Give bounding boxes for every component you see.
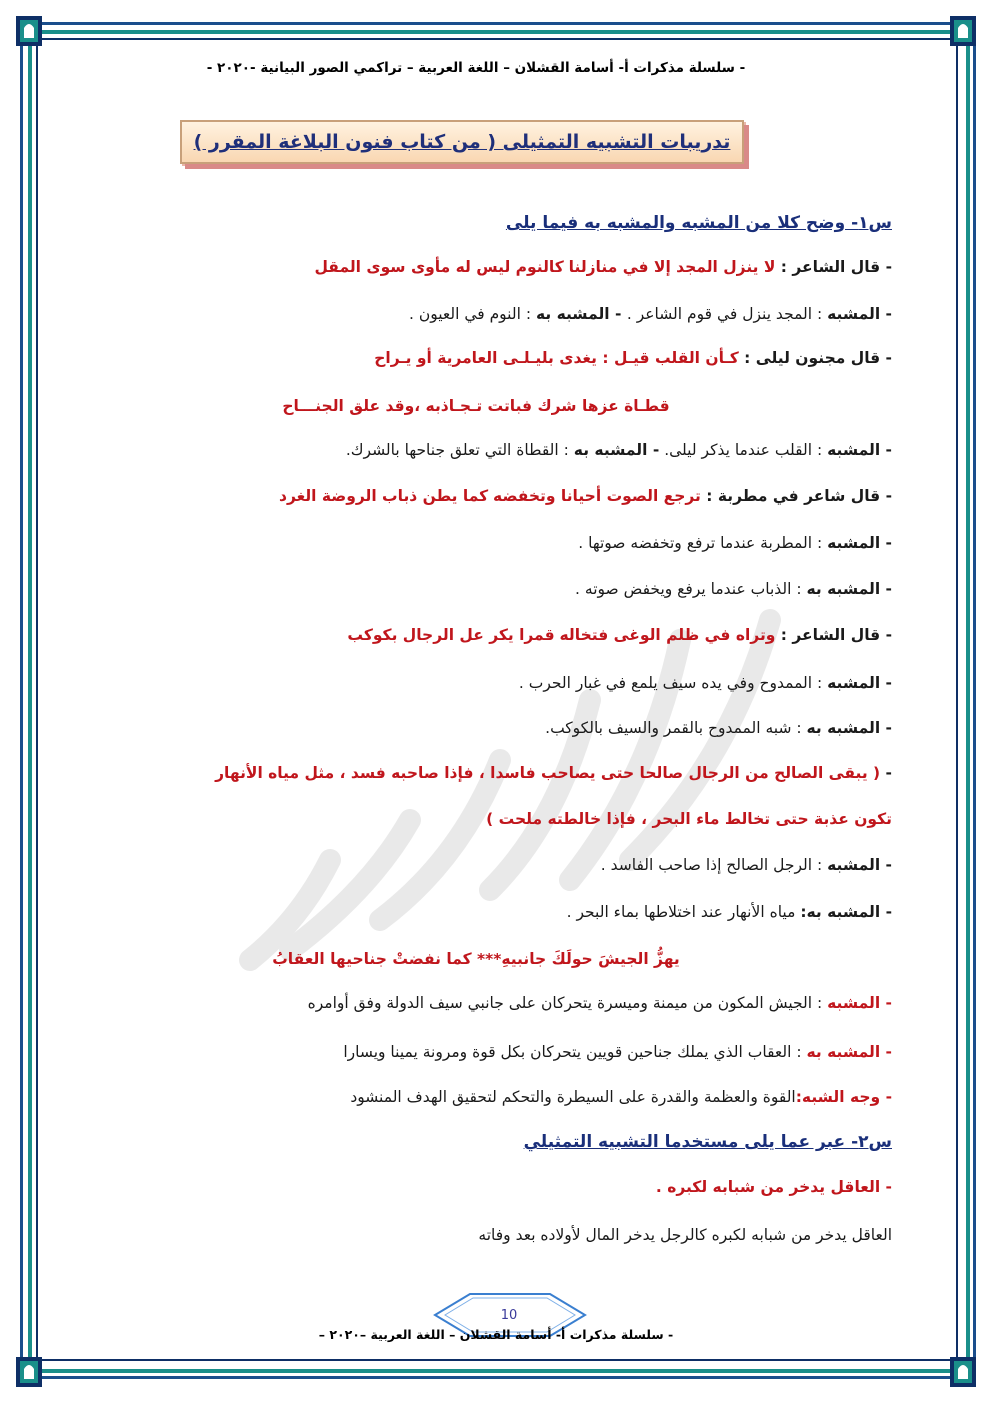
question-1	[60, 212, 892, 234]
answer-line-4b	[60, 717, 892, 739]
corner-ornament-icon	[948, 14, 978, 48]
answer-line-6a	[60, 992, 892, 1014]
l17-t1-text: : الجيش المكون من ميمنة وميسرة يتحركان على جانبي سيف الدولة وفق أوامره	[307, 994, 828, 1012]
corner-ornament-icon	[948, 1355, 978, 1389]
l7-k1-text: - المشبه	[827, 534, 892, 552]
l20-v1-text: - العاقل يدخر من شبابه لكبره .	[655, 1178, 892, 1196]
l9-v1-text: وتراه في ظلم الوغى فتخاله	[559, 626, 776, 644]
l4-v2-text: قطـاة عزها شرك فباتت تـجـاذبه ،وقد علق الجنـــاح	[282, 397, 670, 415]
l1-lead-text: - قال الشاعر :	[775, 258, 892, 276]
l13-v1-text: تكون عذبة حتى تخالط ماء البحر ، فإذا خالطته ملحت )	[486, 810, 892, 828]
question-2	[60, 1131, 892, 1153]
exercise-line	[60, 1176, 892, 1198]
l11-t1-text: : شبه الممدوح بالقمر والسيف بالكوكب.	[545, 719, 807, 737]
verse-line-2	[60, 347, 892, 369]
l14-t1-text: : الرجل الصالح إذا صاحب الفاسد .	[600, 856, 828, 874]
verse-line-3	[60, 485, 892, 507]
l10-k1-text: - المشبه	[827, 674, 892, 692]
l6-v1-text: ترجع الصوت أحيانا وتخفضه	[493, 487, 701, 505]
answer-line-2	[60, 439, 892, 461]
page-number: 10	[500, 1308, 518, 1323]
corner-ornament-icon	[14, 1355, 44, 1389]
l3-lead-text: - قال مجنون ليلى :	[738, 349, 892, 367]
quote-line-2	[60, 808, 892, 830]
l6-v2-text: كما يطن ذباب الروضة الغرد	[278, 487, 489, 505]
l3-v1-text: كـأن القلب قيـل : يغدى بليـلـى العامرية أو يـراح	[374, 349, 739, 367]
l5-t2-text: : القطاة التي تعلق جناحها بالشرك.	[345, 441, 574, 459]
l14-k1-text: - المشبه	[827, 856, 892, 874]
l9-v2-text: قمرا يكر عل الرجال بكوكب	[347, 626, 555, 644]
l10-t1-text: : الممدوح وفي يده سيف يلمع في غبار الحرب .	[518, 674, 828, 692]
answer-line-3a	[60, 532, 892, 554]
title-box	[180, 120, 744, 164]
corner-ornament-icon	[14, 14, 44, 48]
answer-line-5a	[60, 854, 892, 876]
l21-t1-text: العاقل يدخر من شبابه لكبره كالرجل يدخر المال لأولاده بعد وفاته	[478, 1226, 892, 1244]
answer-line-7	[60, 1224, 892, 1246]
l18-t1-text: : العقاب الذي يملك جناحين قويين يتحركان بكل قوة ومرونة يمينا ويسارا	[343, 1043, 807, 1061]
verse-line-4	[60, 624, 892, 646]
l6-lead-text: - قال شاعر في مطربة :	[700, 487, 892, 505]
l15-k1-text: - المشبه به:	[800, 903, 892, 921]
answer-line-5b	[60, 901, 892, 923]
quote-line-1	[60, 762, 892, 784]
l19-t1-text: القوة والعظمة والقدرة على السيطرة والتحكم لتحقيق الهدف المنشود	[350, 1088, 796, 1106]
verse-line-5	[60, 948, 892, 970]
answer-line-3b	[60, 578, 892, 600]
l19-k1-text: - وجه الشبه:	[795, 1088, 892, 1106]
l8-t1-text: : الذباب عندما يرفع ويخفض صوته .	[575, 580, 807, 598]
l12-v1-text: ( يبقى الصالح من الرجال صالحا حتى يصاحب فاسدا ، فإذا صاحبه فسد ، مثل مياه الأنهار	[215, 764, 881, 782]
page-footer: - سلسلة مذكرات أ- أسامة القشلان – اللغة العربية –٢٠٢٠ –	[318, 1327, 674, 1342]
l2-t1-text: : المجد ينزل في قوم الشاعر .	[626, 305, 828, 323]
answer-line-6c	[60, 1086, 892, 1108]
l15-t1-text: مياه الأنهار عند اختلاطها بماء البحر .	[566, 903, 801, 921]
l7-t1-text: : المطربة عندما ترفع وتخفضه صوتها .	[578, 534, 828, 552]
q2-text: س٢- عبر عما يلى مستخدما التشبيه التمثيلي	[523, 1132, 892, 1152]
l5-t1-text: : القلب عندما يذكر ليلى.	[659, 441, 828, 459]
l5-k1-text: - المشبه	[827, 441, 892, 459]
l9-lead-text: - قال الشاعر :	[775, 626, 892, 644]
verse-line-1	[60, 256, 892, 278]
answer-line-4a	[60, 672, 892, 694]
l1-v1-text: لا ينزل المجد إلا في منازلنا	[568, 258, 776, 276]
l1-v2-text: كالنوم ليس له مأوى سوى المقل	[314, 258, 564, 276]
l2-t2-text: : النوم في العيون .	[408, 305, 536, 323]
l12-lead-text: -	[880, 764, 892, 782]
l5-k2-text: - المشبه به	[573, 441, 660, 459]
l8-k1-text: - المشبه به	[806, 580, 892, 598]
l16-v1-text: يهزُّ الجيشَ حولَكَ جانبيهِ*** كما نفضتْ جناحيها العقابُ	[272, 950, 680, 968]
answer-line-6b	[60, 1041, 892, 1063]
l11-k1-text: - المشبه به	[806, 719, 892, 737]
page-header: - سلسلة مذكرات أ- أسامة القشلان – اللغة العربية – تراكمي الصور البيانية -٢٠٢٠ -	[206, 60, 746, 76]
l2-k2-text: - المشبه به	[535, 305, 627, 323]
l2-k1-text: - المشبه	[827, 305, 892, 323]
q1-text: س١- وضح كلا من المشبه والمشبه به فيما يلى	[505, 213, 892, 233]
page-title: تدريبات التشبيه التمثيلى ( من كتاب فنون البلاغة المقرر )	[193, 131, 731, 153]
answer-line-1	[60, 303, 892, 325]
verse-line-2b	[60, 395, 892, 417]
l17-k1-text: - المشبه	[827, 994, 892, 1012]
l18-k1-text: - المشبه به	[806, 1043, 892, 1061]
page-content	[60, 52, 892, 1343]
